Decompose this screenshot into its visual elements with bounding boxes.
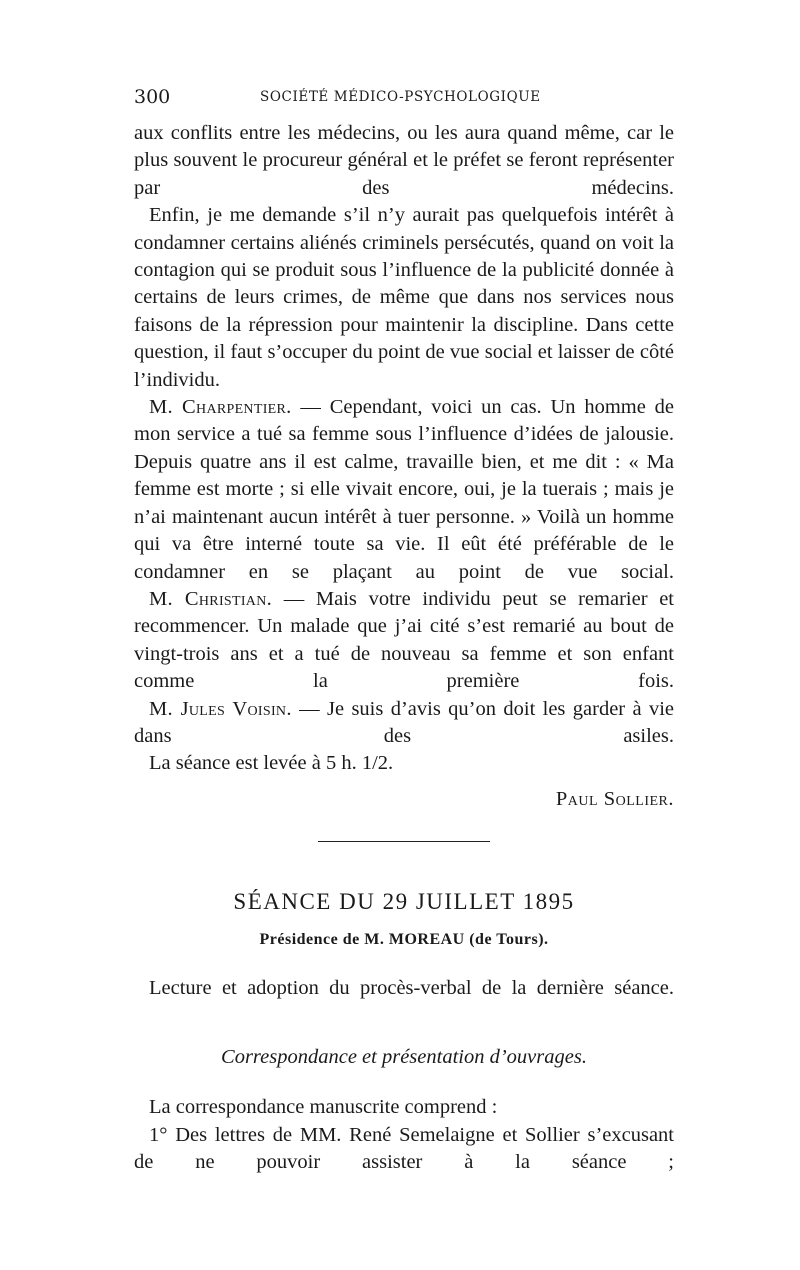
paragraph-lecture: Lecture et adoption du procès-verbal de la dernière séance. xyxy=(149,976,674,999)
book-page xyxy=(134,86,674,1176)
subheading-correspondance: Correspondance et présentation d’ouvrages. xyxy=(221,1046,587,1069)
section-divider xyxy=(318,841,490,842)
paragraph-christian xyxy=(134,586,674,696)
speech-christian: — Mais votre individu peut se remarier et recommencer. Un malade que j’ai cité s’est remarié au bout de vingt-trois ans et a tué de nouveau sa femme et son enfant comme la première fois. xyxy=(134,587,674,693)
signature: Paul Sollier. xyxy=(555,787,674,810)
page-number: 300 xyxy=(134,86,171,108)
speaker-christian: M. Christian. xyxy=(149,587,273,610)
section-title: SÉANCE DU 29 JUILLET 1895 xyxy=(233,888,575,914)
paragraph-lettres: 1° Des lettres de MM. René Semelaigne et Sollier s’excusant de ne pouvoir assister à la séance ; xyxy=(134,1123,674,1173)
speaker-charpentier: M. Charpentier. xyxy=(149,396,292,419)
paragraph-conflits: aux conflits entre les médecins, ou les aura quand même, car le plus souvent le procureur général et le préfet se feront représenter par des médecins. xyxy=(134,122,674,199)
speaker-voisin: M. Jules Voisin. xyxy=(149,697,292,720)
page-header xyxy=(134,86,674,120)
speech-charpentier: — Cependant, voici un cas. Un homme de mon service a tué sa femme sous l’influence d’idées de jalousie. Depuis quatre ans il est calme, travaille bien, et me dit : « Ma femme est morte ; si elle vivait encore, oui, je la tuerais ; mais je n’ai maintenant aucun intérêt à tuer personne. » Voilà un homme qui va être interné toute sa vie. Il eût été préférable de le condamner en se plaçant au point de vue social. xyxy=(134,396,674,583)
paragraph-charpentier xyxy=(134,394,674,586)
paragraph-correspondance: La correspondance manuscrite comprend : xyxy=(149,1096,498,1119)
paragraph-enfin: Enfin, je me demande s’il n’y aurait pas quelquefois intérêt à condamner certains aliénés criminels persécutés, quand on voit la contagion qui se produit sous l’influence de la publicité donnée à certains de leurs crimes, de même que dans nos services nous faisons de la répression pour maintenir la discipline. Dans cette question, il faut s’occuper du point de vue social et laisser de côté l’individu. xyxy=(134,204,674,391)
presidence-line: Présidence de M. MOREAU (de Tours). xyxy=(259,930,549,948)
speech-voisin: — Je suis d’avis qu’on doit les garder à vie dans des asiles. xyxy=(134,697,674,747)
paragraph-seance-levee: La séance est levée à 5 h. 1/2. xyxy=(149,752,394,775)
paragraph-voisin xyxy=(134,696,674,751)
running-head: SOCIÉTÉ MÉDICO-PSYCHOLOGIQUE xyxy=(260,89,541,105)
